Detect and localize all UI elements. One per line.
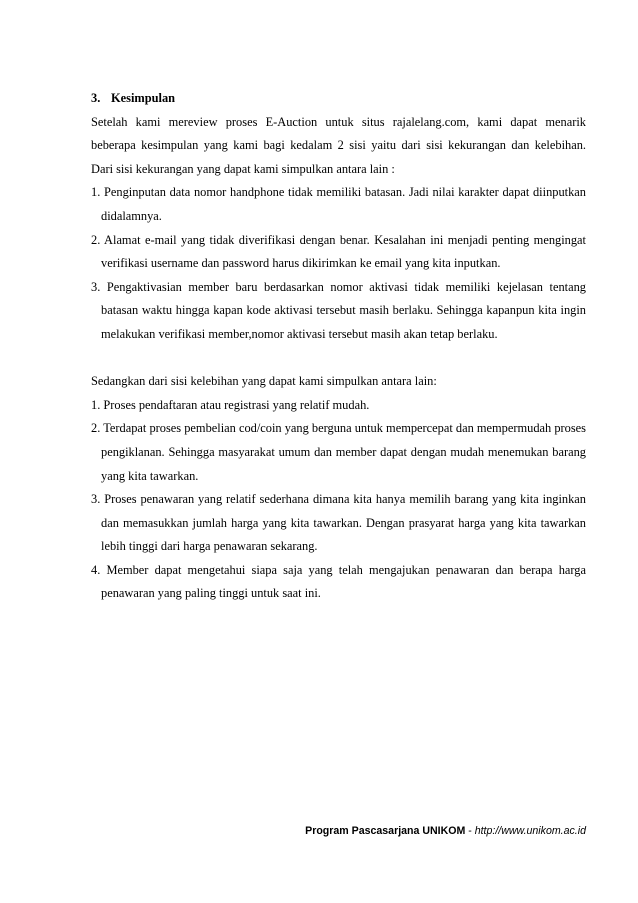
footer-separator: - xyxy=(465,825,475,837)
list-item xyxy=(91,276,586,347)
list-item-text: Proses penawaran yang relatif sederhana dimana kita hanya memilih barang yang kita inginkan dan memasukkan jumlah harga yang kita tawarkan. Dengan prasyarat harga yang kita tawarkan lebih tinggi dari harga penawaran sekarang. xyxy=(101,492,586,554)
list-item xyxy=(91,394,586,418)
list-item-text: Pengaktivasian member baru berdasarkan nomor aktivasi tidak memiliki kejelasan tentang batasan waktu hingga kapan kode aktivasi tersebut masih berlaku. Sehingga kapanpun kita ingin melakukan verifikasi member,nomor aktivasi tersebut masih akan tetap berlaku. xyxy=(101,279,586,341)
list-item-number: 2. xyxy=(91,232,101,247)
list-item-text: Terdapat proses pembelian cod/coin yang berguna untuk mempercepat dan mempermudah proses pengiklanan. Sehingga masyarakat umum dan member dapat dengan mudah menemukan barang yang kita tawarkan. xyxy=(101,421,586,483)
page-footer xyxy=(91,824,586,838)
kelebihan-intro: Sedangkan dari sisi kelebihan yang dapat kami simpulkan antara lain: xyxy=(91,374,437,389)
list-item-text: Alamat e-mail yang tidak diverifikasi dengan benar. Kesalahan ini menjadi penting mengingat verifikasi username dan password harus dikirimkan ke email yang kita inputkan. xyxy=(101,232,586,271)
list-item-text: Penginputan data nomor handphone tidak memiliki batasan. Jadi nilai karakter dapat diinputkan didalamnya. xyxy=(101,185,586,223)
intro-line-1: Setelah kami mereview proses E-Auction untuk situs rajalelang.com, kami dapat menarik xyxy=(91,114,586,129)
footer-institution: Program Pascasarjana UNIKOM xyxy=(305,825,466,837)
intro-line-2: beberapa kesimpulan yang kami bagi kedalam 2 sisi yaitu dari sisi kekurangan dan kelebihan. xyxy=(91,138,586,153)
list-item xyxy=(91,181,586,228)
section-heading xyxy=(91,87,586,111)
list-item-number: 3. xyxy=(91,492,101,507)
list-item-number: 1. xyxy=(91,397,101,412)
list-item-text: Member dapat mengetahui siapa saja yang telah mengajukan penawaran dan berapa harga penawaran yang paling tinggi untuk saat ini. xyxy=(101,562,586,601)
intro-line-3: Dari sisi kekurangan yang dapat kami simpulkan antara lain : xyxy=(91,161,395,176)
paragraph-gap xyxy=(91,347,586,371)
list-item-number: 2. xyxy=(91,421,101,436)
list-item-text: Proses pendaftaran atau registrasi yang relatif mudah. xyxy=(103,397,370,412)
list-item xyxy=(91,229,586,276)
list-item xyxy=(91,417,586,488)
list-item-number: 1. xyxy=(91,185,101,200)
list-item xyxy=(91,488,586,559)
section-title: Kesimpulan xyxy=(111,91,176,105)
footer-url-link[interactable]: http://www.unikom.ac.id xyxy=(474,825,586,837)
list-item-number: 4. xyxy=(91,562,101,577)
section-number: 3. xyxy=(91,91,101,105)
list-item-number: 3. xyxy=(91,279,101,294)
kelebihan-list xyxy=(91,394,586,606)
page-content xyxy=(91,87,586,606)
list-item xyxy=(91,559,586,606)
kekurangan-list xyxy=(91,181,586,346)
